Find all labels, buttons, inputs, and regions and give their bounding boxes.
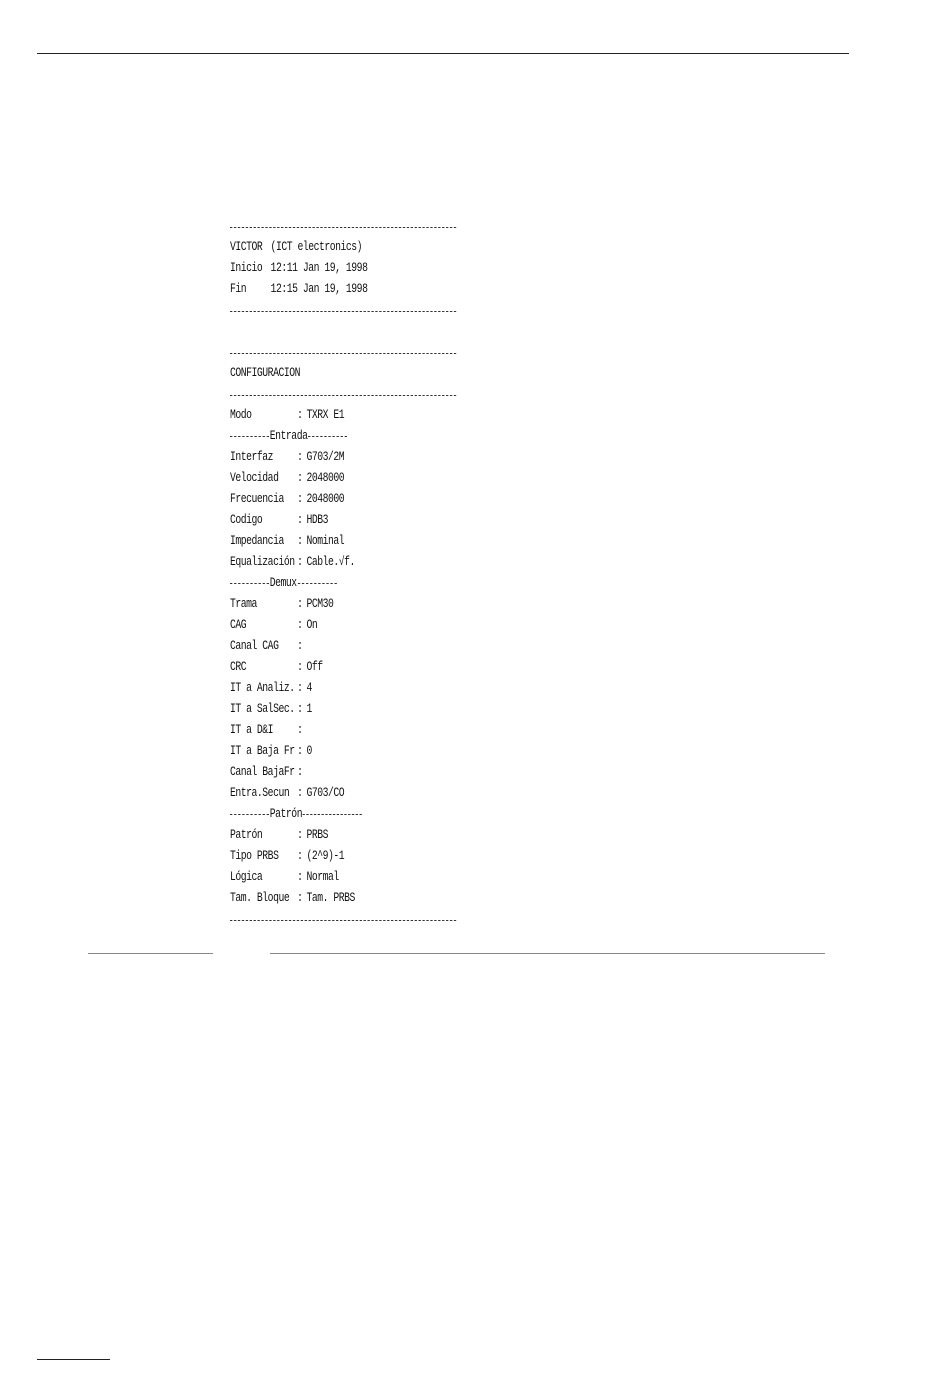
- footnote-rule-right: [270, 953, 825, 954]
- config-row: [230, 447, 417, 468]
- config-separator: :: [297, 555, 303, 569]
- config-separator: :: [297, 765, 303, 779]
- dash-rule: [230, 216, 417, 237]
- dash-rule: [230, 384, 417, 405]
- config-value: 2048000: [306, 471, 345, 485]
- config-row: [230, 762, 417, 783]
- config-value: 0: [306, 744, 312, 758]
- dash-rule: [230, 342, 417, 363]
- config-separator: :: [297, 492, 303, 506]
- config-value: Off: [306, 660, 323, 674]
- config-row: [230, 594, 417, 615]
- config-value: (2^9)-1: [306, 849, 345, 863]
- config-row: [230, 699, 417, 720]
- config-value: 2048000: [306, 492, 345, 506]
- config-key: IT a Baja Fr: [230, 744, 295, 758]
- end-line: [230, 279, 417, 300]
- config-key: IT a Analiz.: [230, 681, 295, 695]
- config-row: [230, 720, 417, 741]
- config-value: PCM30: [306, 597, 334, 611]
- config-key: CAG: [230, 618, 247, 632]
- config-separator: :: [297, 891, 303, 905]
- config-title: CONFIGURACION: [230, 366, 300, 380]
- section-demux: Demux: [230, 573, 417, 594]
- start-time: 12:11 Jan 19, 1998: [270, 261, 368, 275]
- config-separator: :: [297, 681, 303, 695]
- config-row: [230, 489, 417, 510]
- config-value: Tam. PRBS: [306, 891, 355, 905]
- config-key: Patrón: [230, 828, 263, 842]
- config-key: Codigo: [230, 513, 263, 527]
- config-separator: :: [297, 660, 303, 674]
- config-separator: :: [297, 513, 303, 527]
- config-separator: :: [297, 870, 303, 884]
- device-maker: (ICT electronics): [270, 240, 363, 254]
- config-value: On: [306, 618, 318, 632]
- config-key: Tam. Bloque: [230, 891, 290, 905]
- config-row: [230, 657, 417, 678]
- config-separator: :: [297, 639, 303, 653]
- config-value: G703/2M: [306, 450, 345, 464]
- config-value: HDB3: [306, 513, 328, 527]
- config-key: IT a D&I: [230, 723, 274, 737]
- config-key: Impedancia: [230, 534, 284, 548]
- config-key: Equalización: [230, 555, 295, 569]
- start-line: [230, 258, 417, 279]
- config-key: Lógica: [230, 870, 263, 884]
- config-row: [230, 888, 417, 909]
- config-key: Frecuencia: [230, 492, 284, 506]
- config-key: Velocidad: [230, 471, 279, 485]
- config-key: Tipo PRBS: [230, 849, 279, 863]
- device-line: [230, 237, 417, 258]
- config-key: Interfaz: [230, 450, 274, 464]
- dash-rule: [230, 909, 417, 930]
- dash-rule: [230, 300, 417, 321]
- printout: [230, 216, 417, 930]
- end-time: 12:15 Jan 19, 1998: [270, 282, 368, 296]
- page-top-rule: [37, 53, 849, 54]
- config-row: [230, 741, 417, 762]
- config-row: [230, 867, 417, 888]
- config-value: Nominal: [306, 534, 345, 548]
- config-row: [230, 552, 417, 573]
- config-row-modo: Modo : TXRX E1: [230, 408, 345, 422]
- config-key: CRC: [230, 660, 247, 674]
- config-separator: :: [297, 849, 303, 863]
- end-label: Fin: [230, 282, 247, 296]
- config-separator: :: [297, 471, 303, 485]
- section-entrada: Entrada: [230, 426, 417, 447]
- config-row: [230, 531, 417, 552]
- config-value: 1: [306, 702, 312, 716]
- config-row: [230, 825, 417, 846]
- config-row: [230, 468, 417, 489]
- config-key: Canal BajaFr: [230, 765, 295, 779]
- config-key: Canal CAG: [230, 639, 279, 653]
- config-row: [230, 636, 417, 657]
- config-value: Cable.√f.: [306, 555, 355, 569]
- config-key: Entra.Secun: [230, 786, 290, 800]
- config-value: PRBS: [306, 828, 328, 842]
- config-separator: :: [297, 597, 303, 611]
- config-separator: :: [297, 534, 303, 548]
- page-bottom-rule: [37, 1359, 110, 1360]
- config-separator: :: [297, 723, 303, 737]
- device-name: VICTOR: [230, 240, 263, 254]
- config-separator: :: [297, 702, 303, 716]
- config-separator: :: [297, 744, 303, 758]
- config-row: [230, 783, 417, 804]
- config-row: [230, 678, 417, 699]
- config-value: G703/CO: [306, 786, 345, 800]
- config-separator: :: [297, 450, 303, 464]
- config-value: 4: [306, 681, 312, 695]
- config-row: [230, 846, 417, 867]
- config-key: IT a SalSec.: [230, 702, 295, 716]
- start-label: Inicio: [230, 261, 263, 275]
- footnote-rule-left: [88, 953, 213, 954]
- config-separator: :: [297, 828, 303, 842]
- config-separator: :: [297, 786, 303, 800]
- config-value: Normal: [306, 870, 339, 884]
- config-key: Trama: [230, 597, 257, 611]
- section-patron: Patrón: [230, 804, 417, 825]
- config-separator: :: [297, 618, 303, 632]
- config-row: [230, 615, 417, 636]
- config-row: [230, 510, 417, 531]
